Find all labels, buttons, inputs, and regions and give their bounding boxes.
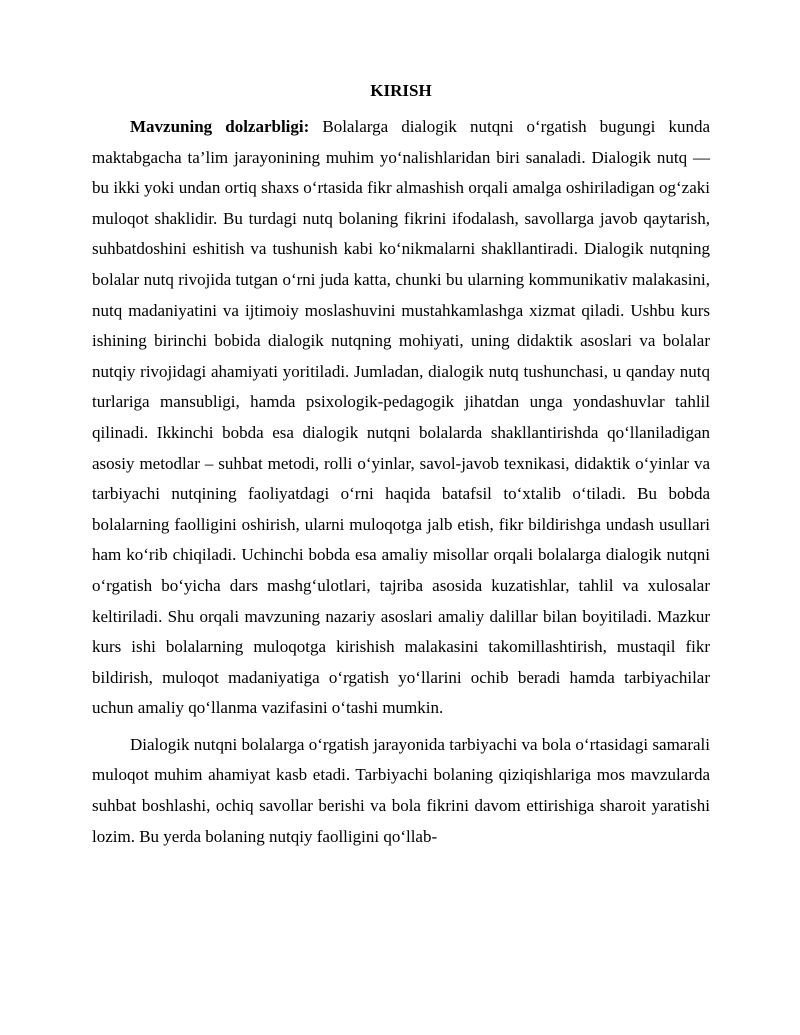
paragraph-dialog-teaching bbox=[92, 730, 710, 852]
paragraph-lead: Mavzuning dolzarbligi: bbox=[130, 117, 310, 136]
document-page bbox=[92, 76, 710, 858]
paragraph-text: Dialogik nutqni bolalarga o‘rgatish jarayonida tarbiyachi va bola o‘rtasidagi samarali muloqot muhim ahamiyat kasb etadi. Tarbiyachi bolaning qiziqishlariga mos mavzularda suhbat boshlashi, ochiq savollar berishi va bola fikrini davom ettirishiga sharoit yaratishi lozim. Bu yerda bolaning nutqiy faolligini qo‘llab- bbox=[92, 734, 710, 846]
page-title: KIRISH bbox=[370, 81, 432, 100]
paragraph-text: Bolalarga dialogik nutqni o‘rgatish bugungi kunda maktabgacha ta’lim jarayonining muhim yo‘nalishlaridan biri sanaladi. Dialogik nutq — bu ikki yoki undan ortiq shaxs o‘rtasida fikr almashish orqali amalga oshiriladigan og‘zaki muloqot shaklidir. Bu turdagi nutq bolaning fikrini ifodalash, savollarga javob qaytarish, suhbatdoshini eshitish va tushunish kabi ko‘nikmalarni shakllantiradi. Dialogik nutqning bolalar nutq rivojida tutgan o‘rni juda katta, chunki bu ularning kommunikativ malakasini, nutq madaniyatini va ijtimoiy moslashuvini mustahkamlashga xizmat qiladi. Ushbu kurs ishining birinchi bobida dialogik nutqning mohiyati, uning didaktik asoslari va bolalar nutqiy rivojidagi ahamiyati yoritiladi. Jumladan, dialogik nutq tushunchasi, u qanday nutq turlariga mansubligi, hamda psixologik-pedagogik jihatdan unga yondashuvlar tahlil qilinadi. Ikkinchi bobda esa dialogik nutqni bolalarda shakllantirishda qo‘llaniladigan asosiy metodlar – suhbat metodi, rolli o‘yinlar, savol-javob texnikasi, didaktik o‘yinlar va tarbiyachi nutqining faoliyatdagi o‘rni haqida batafsil to‘xtalib o‘tiladi. Bu bobda bolalarning faolligini oshirish, ularni muloqotga jalb etish, fikr bildirishga undash usullari ham ko‘rib chiqiladi. Uchinchi bobda esa amaliy misollar orqali bolalarga dialogik nutqni o‘rgatish bo‘yicha dars mashg‘ulotlari, tajriba asosida kuzatishlar, tahlil va xulosalar keltiriladi. Shu orqali mavzuning nazariy asoslari amaliy dalillar bilan boyitiladi. Mazkur kurs ishi bolalarning muloqotga kirishish malakasini takomillashtirish, mustaqil fikr bildirish, muloqot madaniyatiga o‘rgatish yo‘llarini ochib beradi hamda tarbiyachilar uchun amaliy qo‘llanma vazifasini o‘tashi mumkin. bbox=[92, 117, 710, 718]
paragraph-relevance bbox=[92, 112, 710, 724]
